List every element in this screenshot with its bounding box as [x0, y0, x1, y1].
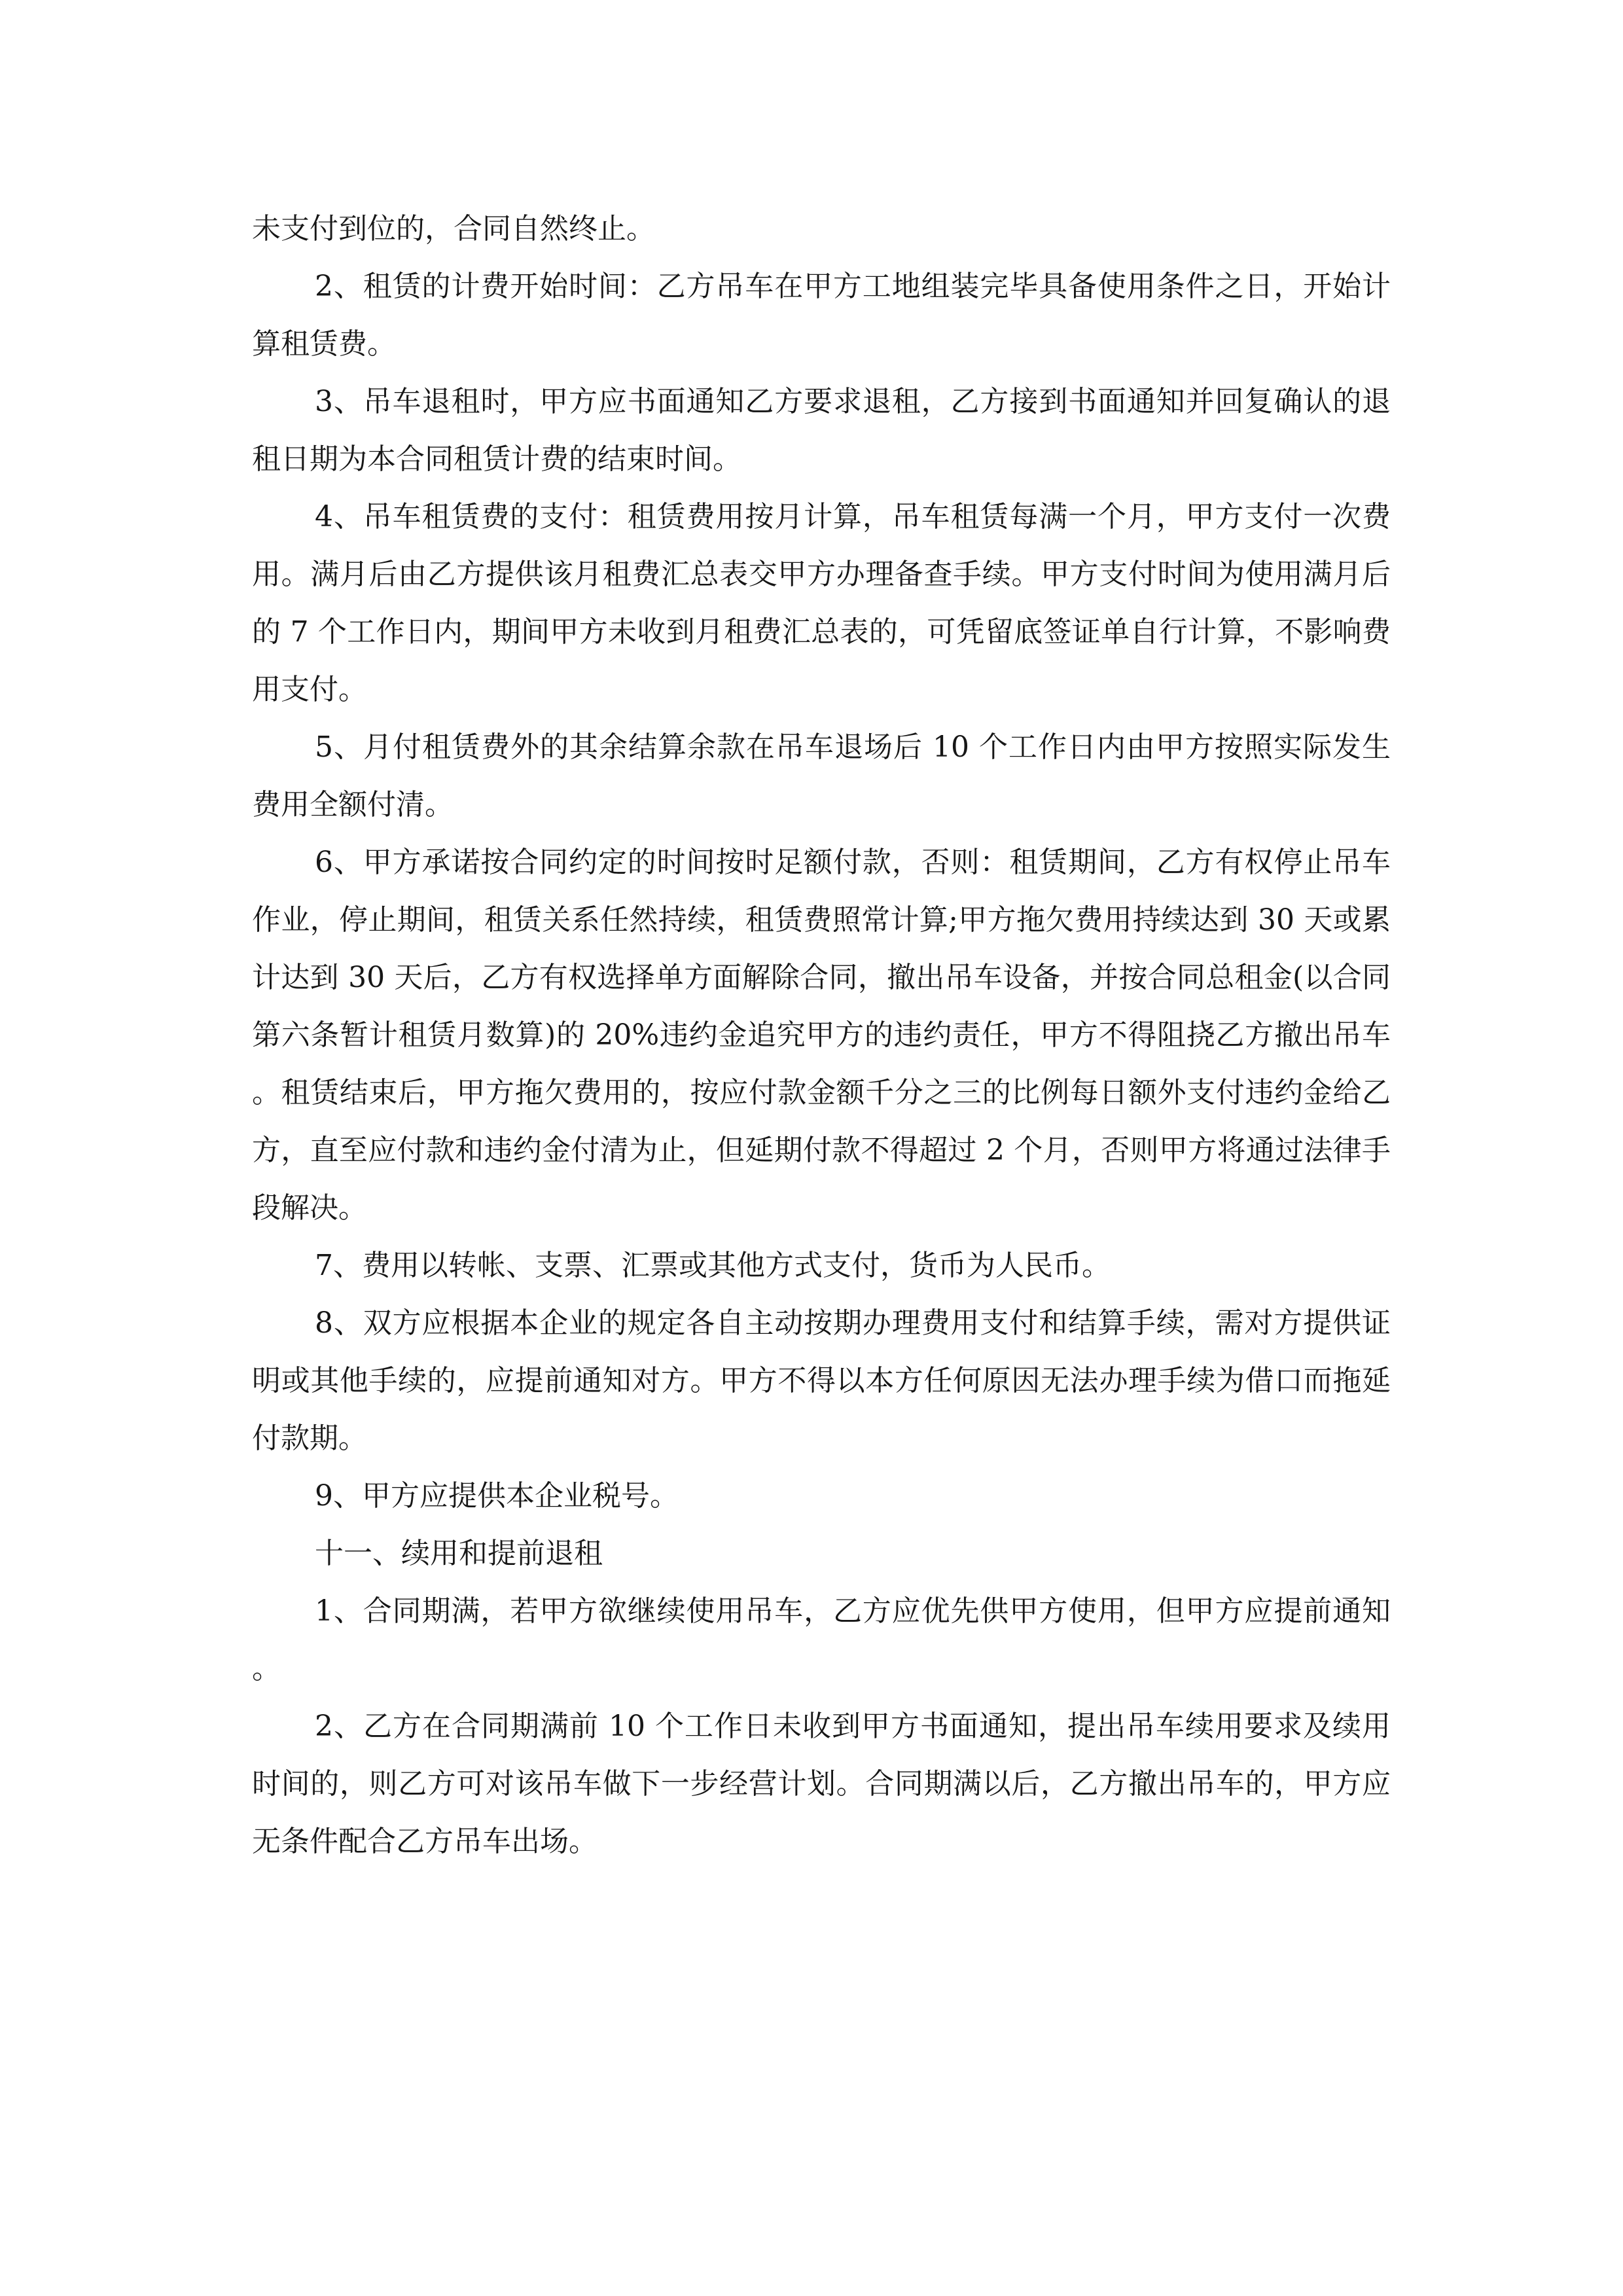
paragraph-clause-9: 9、甲方应提供本企业税号。 [315, 1479, 679, 1513]
paragraph-clause-5: 5、月付租赁费外的其余结算余款在吊车退场后 10 个工作日内由甲方按照实际发生费用全额付清。 [252, 730, 1391, 821]
paragraph-renewal-2: 2、乙方在合同期满前 10 个工作日未收到甲方书面通知，提出吊车续用要求及续用时间的，则乙方可对该吊车做下一步经营计划。合同期满以后，乙方撤出吊车的，甲方应无条件配合乙方吊车出场。 [252, 1710, 1391, 1858]
paragraph-clause-3: 3、吊车退租时，甲方应书面通知乙方要求退租，乙方接到书面通知并回复确认的退租日期为本合同租赁计费的结束时间。 [252, 385, 1391, 476]
paragraph-continuation: 未支付到位的，合同自然终止。 [252, 212, 655, 245]
paragraph-clause-2: 2、租赁的计费开始时间：乙方吊车在甲方工地组装完毕具备使用条件之日，开始计算租赁费。 [252, 270, 1391, 361]
paragraph-clause-7: 7、费用以转帐、支票、汇票或其他方式支付，货币为人民币。 [315, 1249, 1111, 1282]
section-heading-11: 十一、续用和提前退租 [315, 1537, 603, 1570]
paragraph-clause-6: 6、甲方承诺按合同约定的时间按时足额付款，否则：租赁期间，乙方有权停止吊车作业，停止期间，租赁关系任然持续，租赁费照常计算;甲方拖欠费用持续达到 30 天或累计达到 30 天后，乙方有权选择单方面解除合同，撤出吊车设备，并按合同总租金(以合同第六条暂计租赁月数算)的 20%违约金追究甲方的违约责任，甲方不得阻挠乙方撤出吊车。租赁结束后，甲方拖欠费用的，按应付款金额千分之三的比例每日额外支付违约金给乙方，直至应付款和违约金付清为止，但延期付款不得超过 2 个月，否则甲方将通过法律手段解决。 [252, 846, 1391, 1225]
paragraph-clause-4: 4、吊车租赁费的支付：租赁费用按月计算，吊车租赁每满一个月，甲方支付一次费用。满月后由乙方提供该月租费汇总表交甲方办理备查手续。甲方支付时间为使用满月后的 7 个工作日内，期间甲方未收到月租费汇总表的，可凭留底签证单自行计算，不影响费用支付。 [252, 500, 1391, 706]
paragraph-renewal-1: 1、合同期满，若甲方欲继续使用吊车，乙方应优先供甲方使用，但甲方应提前通知。 [252, 1594, 1391, 1685]
document-body [252, 200, 1391, 1871]
paragraph-clause-8: 8、双方应根据本企业的规定各自主动按期办理费用支付和结算手续，需对方提供证明或其他手续的，应提前通知对方。甲方不得以本方任何原因无法办理手续为借口而拖延付款期。 [252, 1306, 1391, 1455]
